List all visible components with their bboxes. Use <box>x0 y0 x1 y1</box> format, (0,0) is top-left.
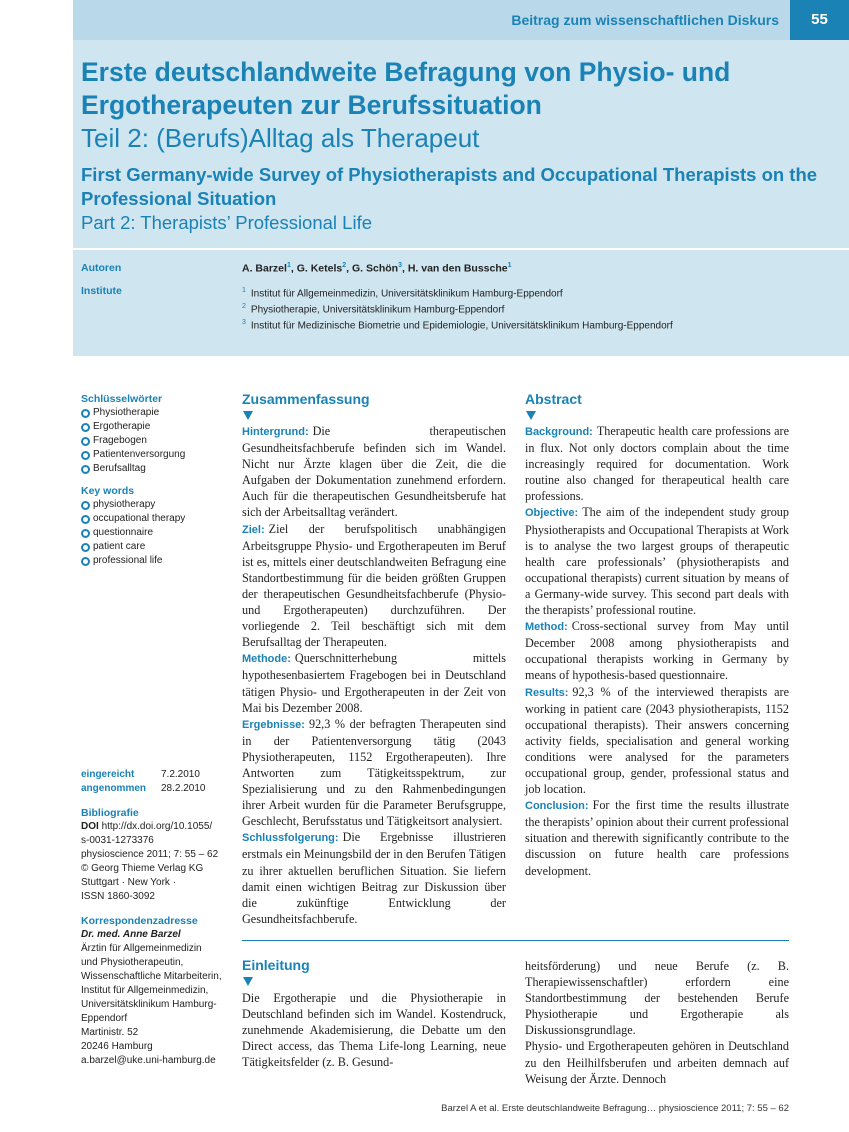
keyword-item: Physiotherapie <box>81 406 231 420</box>
paragraph-label: Objective: <box>525 507 579 520</box>
paragraph-text: Die therapeutischen Gesundheitsfachberufe befinden sich im Wandel. Nicht nur Ärzte klagen über die Zeit, die die Aufgaben der Dokumentation zunehmend erfordern. Auch für die therapeutischen Gesundheitsberufe hat sich der Arbeitsalltag verändert. <box>242 424 506 520</box>
paragraph-label: Methode: <box>242 653 291 666</box>
abstract-paragraph <box>525 797 789 878</box>
title-english: First Germany-wide Survey of Physiotherapists and Occupational Therapists on the Professional Situation <box>81 164 818 209</box>
einleitung-para-1: heitsförderung) und neue Berufe (z. B. Therapiewissenschaftler) erfordern eine Standortbestimmung der bestehenden Berufe Physiotherapie und Ergotherapie als Diskussionsgrundlage. <box>525 959 789 1038</box>
issn-line: ISSN 1860-3092 <box>81 891 155 902</box>
paragraph-text: For the first time the results illustrate the therapists’ opinion about their current professional situation and therewith significantly contribute to the discussion on future health care professions development. <box>525 798 789 878</box>
received-label: eingereicht <box>81 769 135 780</box>
keywords-de-list <box>81 406 231 476</box>
keyword-item: Patientenversorgung <box>81 448 231 462</box>
keyword-item: patient care <box>81 540 231 554</box>
correspondence-line: Institut für Allgemeinmedizin, <box>81 985 209 996</box>
correspondence-line: Wissenschaftliche Mitarbeiterin, <box>81 971 222 982</box>
paragraph-text: Cross-sectional survey from May until December 2008 among physiotherapists and occupational therapists working in Germany by means of hypothesis-based questionnaire. <box>525 619 789 683</box>
keyword-item: occupational therapy <box>81 512 231 526</box>
paragraph-text: 92,3 % of the interviewed therapists are working in patient care (2043 physiotherapists, 1152 occupational therapists). Their answers concerning activity fields, specialisation and general working conditions were analysed for the parameters occupational group, gender, professional status and job location. <box>525 684 789 797</box>
correspondence-line: Ärztin für Allgemeinmedizin <box>81 943 202 954</box>
paragraph-label: Schlussfolgerung: <box>242 832 339 845</box>
doi-label: DOI <box>81 821 99 832</box>
institute-name: Institut für Medizinische Biometrie und Epidemiologie, Universitätsklinikum Hamburg-Eppendorf <box>250 319 673 331</box>
paragraph-text: Therapeutic health care professions are in flux. Not only doctors complain about the time increasingly required for documentation. Work routine also changed for therapeutical health care professions. <box>525 424 789 504</box>
einleitung-column-2 <box>525 958 789 1087</box>
keywords-en-list <box>81 498 231 568</box>
bibliography-heading: Bibliografie <box>81 807 139 819</box>
accepted-date: 28.2.2010 <box>161 783 206 794</box>
author-list <box>242 262 512 275</box>
einleitung-column-1: Die Ergotherapie und die Physiotherapie in Deutschland befinden sich im Wandel. Kostendruck, zunehmende Akademisierung, die Debatte um den Direct access, das Thema Life-long Learning, neue Tätigkeitsfelder (z. B. Gesund- <box>242 991 506 1070</box>
doi-line-2: s-0031-1273376 <box>81 835 154 846</box>
paragraph-text: Ziel der berufspolitisch unabhängigen Arbeitsgruppe Physio- und Ergotherapeuten im Beruf ist es, mittels einer deutschlandweiten Befragung eine Standortbestimmung für die beiden größten Gruppen der therapeutischen Gesundheitsfachberufe (Physio- und Ergotherapeuten) durchzuführen. Der vorliegende 2. Teil beschäftigt sich mit dem Berufsalltag der Therapeuten. <box>242 521 506 650</box>
author-name: A. Barzel <box>242 262 287 275</box>
paragraph-label: Method: <box>525 621 568 634</box>
zusammenfassung-paragraph <box>242 423 506 521</box>
citation-line: physioscience 2011; 7: 55 – 62 <box>81 849 219 860</box>
author-separator: , <box>401 262 408 275</box>
keywords-sidebar <box>81 392 231 568</box>
submission-dates <box>81 768 206 796</box>
received-date: 7.2.2010 <box>161 769 200 780</box>
abstract-paragraph <box>525 684 789 798</box>
page-footer: Barzel A et al. Erste deutschlandweite Befragung… physioscience 2011; 7: 55 – 62 <box>441 1103 789 1114</box>
paragraph-label: Conclusion: <box>525 800 589 813</box>
correspondence-line: und Physiotherapeutin, <box>81 957 184 968</box>
journal-section: Beitrag zum wissenschaftlichen Diskurs <box>511 12 779 28</box>
correspondence-line: Universitätsklinikum Hamburg- <box>81 999 217 1010</box>
author-name: H. van den Bussche <box>407 262 508 275</box>
institute-name: Physiotherapie, Universitätsklinikum Hamburg-Eppendorf <box>250 304 505 316</box>
paragraph-label: Ergebnisse: <box>242 718 305 731</box>
institute-number: 2 <box>242 302 246 310</box>
section-divider <box>242 940 789 941</box>
paragraph-text: The aim of the independent study group Physiotherapists and Occupational Therapists at Work is to analyse the two largest groups of therapeutic health care professionals’ (physiotherapists and occupational therapists) current situation by means of a Germany-wide survey. This second part deals with the therapists’ professional routine. <box>525 505 789 618</box>
abstract-paragraph <box>525 423 789 504</box>
institute-item <box>242 301 673 317</box>
paragraph-label: Background: <box>525 426 593 438</box>
paragraph-label: Ziel: <box>242 523 265 536</box>
author-affiliation-number: 1 <box>286 262 291 269</box>
keyword-item: physiotherapy <box>81 498 231 512</box>
page-number: 55 <box>790 0 849 40</box>
correspondence-name: Dr. med. Anne Barzel <box>81 929 181 940</box>
keyword-item: professional life <box>81 554 231 568</box>
abstract-paragraph <box>525 504 789 618</box>
zusammenfassung-paragraph <box>242 650 506 715</box>
abstract-heading: Abstract <box>525 391 582 407</box>
einleitung-heading: Einleitung <box>242 957 310 973</box>
keywords-de-heading: Schlüsselwörter <box>81 393 163 405</box>
zusammenfassung-heading: Zusammenfassung <box>242 391 370 407</box>
author-separator: , <box>346 262 352 275</box>
keyword-item: questionnaire <box>81 526 231 540</box>
institute-name: Institut für Allgemeinmedizin, Universitätsklinikum Hamburg-Eppendorf <box>250 288 563 300</box>
zusammenfassung-paragraph <box>242 829 506 927</box>
paragraph-label: Hintergrund: <box>242 426 309 438</box>
institutes-label: Institute <box>81 285 122 297</box>
keywords-en-heading: Key words <box>81 485 135 497</box>
paragraph-text: Querschnitterhebung mittels hypothesenbasiertem Fragebogen bei in Deutschland tätigen Physio- und Ergotherapeuten in der Zeit von Mai bis Dezember 2008. <box>242 651 506 715</box>
paragraph-text: 92,3 % der befragten Therapeuten sind in der Patientenversorgung tätig (2043 Physiotherapeuten, 1152 Ergotherapeuten). Ihre Antworten zum Tätigkeitsspektrum, zur Spezialisierung und zu den Rahmenbedingungen ihrer Arbeit wurden für die Parameter Berufsgruppe, Geschlecht, Berufsstatus und Tätigkeitsort analysiert. <box>242 716 506 829</box>
authors-label: Autoren <box>81 262 122 274</box>
institute-number: 1 <box>242 287 246 294</box>
publisher-city: Stuttgart · New York · <box>81 877 177 888</box>
correspondence-line[interactable]: a.barzel@uke.uni-hamburg.de <box>81 1055 216 1066</box>
zusammenfassung-body <box>242 423 506 927</box>
subtitle-german: Teil 2: (Berufs)Alltag als Therapeut <box>81 123 480 153</box>
author-affiliation-number: 2 <box>342 262 347 269</box>
correspondence-line: Martinistr. 52 <box>81 1027 139 1038</box>
institute-number: 3 <box>242 318 246 326</box>
author-name: G. Schön <box>351 262 399 275</box>
publisher-line: © Georg Thieme Verlag KG <box>81 863 204 874</box>
triangle-down-icon <box>526 411 536 420</box>
institute-list <box>242 285 673 332</box>
author-affiliation-number: 1 <box>507 262 512 269</box>
subtitle-english: Part 2: Therapists’ Professional Life <box>81 212 373 233</box>
journal-bar <box>73 0 849 40</box>
header-divider <box>73 248 849 250</box>
einleitung-para-2: Physio- und Ergotherapeuten gehören in Deutschland zu den Heilhilfsberufen und arbeiten demnach auf Weisung der Ärzte. Dennoch <box>525 1039 789 1086</box>
institute-item <box>242 317 673 333</box>
abstract-body <box>525 423 789 879</box>
correspondence-line: 20246 Hamburg <box>81 1041 153 1052</box>
author-affiliation-number: 3 <box>398 262 402 269</box>
keyword-item: Berufsalltag <box>81 462 231 476</box>
paragraph-label: Results: <box>525 686 569 699</box>
triangle-down-icon <box>243 977 253 986</box>
triangle-down-icon <box>243 411 253 420</box>
author-separator: , <box>290 262 297 275</box>
zusammenfassung-paragraph <box>242 521 506 651</box>
abstract-paragraph <box>525 618 789 683</box>
correspondence-heading: Korrespondenzadresse <box>81 915 198 927</box>
correspondence-address <box>81 942 231 1068</box>
title-german: Erste deutschlandweite Befragung von Physio- und Ergotherapeuten zur Berufssituation <box>81 57 731 120</box>
zusammenfassung-paragraph <box>242 716 506 830</box>
correspondence <box>81 914 231 1068</box>
keyword-item: Ergotherapie <box>81 420 231 434</box>
bibliography <box>81 806 231 904</box>
author-name: G. Ketels <box>296 262 343 275</box>
paragraph-text: Die Ergebnisse illustrieren erstmals ein Meinungsbild der in den Berufen Tätigen zu ihrer aktuellen beruflichen Situation. Sie liefern damit einen wichtigen Beitrag zur Diskussion über die zukünftige Entwicklung der Gesundheitsfachberufe. <box>242 830 506 926</box>
institute-item <box>242 285 673 301</box>
correspondence-line: Eppendorf <box>81 1013 128 1024</box>
doi-line[interactable]: http://dx.doi.org/10.1055/ <box>101 821 213 832</box>
accepted-label: angenommen <box>81 783 147 794</box>
keyword-item: Fragebogen <box>81 434 231 448</box>
